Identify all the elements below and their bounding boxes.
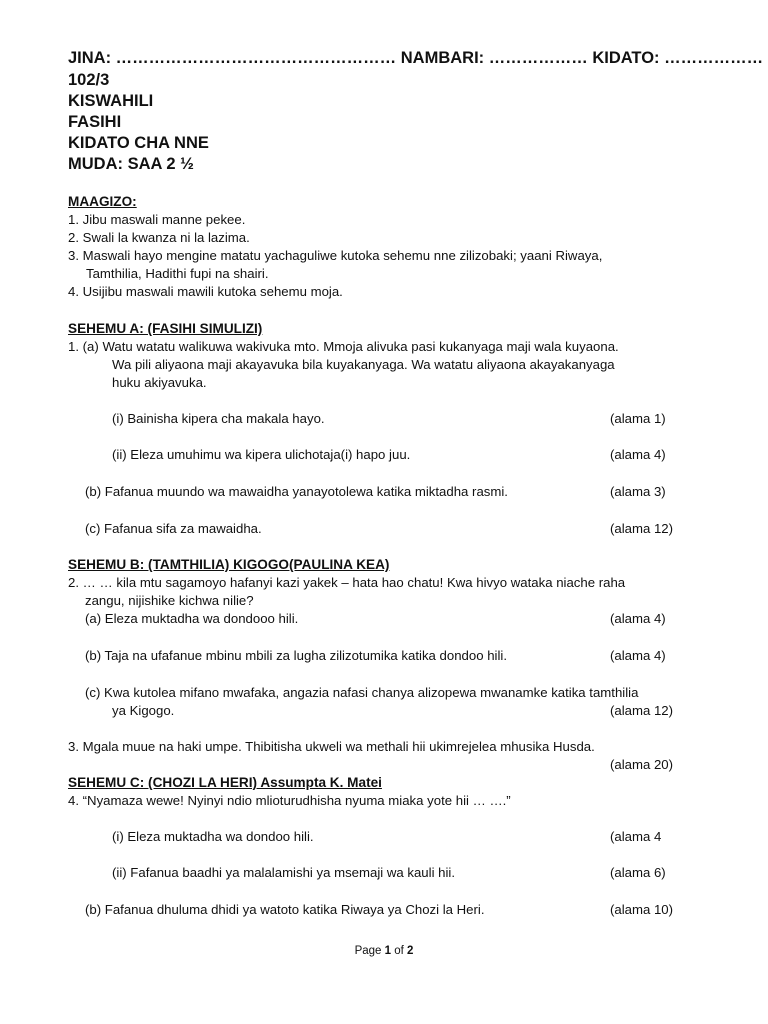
question-1a-ii: (ii) Eleza umuhimu wa kipera ulichotaja(i) hapo juu. [112, 447, 411, 462]
question-1a-text-continued: huku akiyavuka. [112, 375, 207, 390]
paper-code: 102/3 [68, 71, 110, 89]
instruction-item: 2. Swali la kwanza ni la lazima. [68, 230, 250, 245]
question-3: 3. Mgala muue na haki umpe. Thibitisha ukweli wa methali hii ukimrejelea mhusika Husda. [68, 739, 595, 754]
question-4-quote: 4. “Nyamaza wewe! Nyinyi ndio mlioturudhisha nyuma miaka yote hii … ….” [68, 793, 511, 808]
instructions-heading: MAAGIZO: [68, 194, 137, 209]
marks-label: (alama 4 [610, 829, 662, 844]
paper-title: FASIHI [68, 113, 122, 131]
marks-label: (alama 4) [610, 611, 666, 626]
marks-label: (alama 12) [610, 703, 674, 718]
marks-label: (alama 4) [610, 648, 666, 663]
marks-label: (alama 4) [610, 447, 666, 462]
marks-label: (alama 20) [610, 757, 674, 772]
marks-label: (alama 3) [610, 484, 666, 499]
instruction-item: 1. Jibu maswali manne pekee. [68, 212, 246, 227]
page-word: Page [354, 945, 382, 957]
question-2-quote: 2. … … kila mtu sagamoyo hafanyi kazi yakek – hata hao chatu! Kwa hivyo wataka niache raha [68, 575, 626, 590]
question-4-i: (i) Eleza muktadha wa dondoo hili. [112, 829, 314, 844]
question-4-ii: (ii) Fafanua baadhi ya malalamishi ya msemaji wa kauli hii. [112, 865, 456, 880]
candidate-details-line: JINA: …………………………………………… NAMBARI: ……………… KIDATO: ……………… [68, 49, 764, 67]
question-2b: (b) Taja na ufafanue mbinu mbili za lugha zilizotumika katika dondoo hili. [85, 648, 507, 663]
question-1a-i: (i) Bainisha kipera cha makala hayo. [112, 411, 325, 426]
of-word: of [394, 945, 404, 957]
page-total: 2 [407, 945, 414, 957]
section-c-heading: SEHEMU C: (CHOZI LA HERI) Assumpta K. Matei [68, 775, 382, 790]
question-4b: (b) Fafanua dhuluma dhidi ya watoto katika Riwaya ya Chozi la Heri. [85, 902, 485, 917]
marks-label: (alama 12) [610, 521, 674, 536]
marks-label: (alama 1) [610, 411, 666, 426]
instruction-item: 3. Maswali hayo mengine matatu yachaguliwe kutoka sehemu nne zilizobaki; yaani Riwaya, [68, 248, 603, 263]
exam-duration: MUDA: SAA 2 ½ [68, 155, 194, 173]
question-2a: (a) Eleza muktadha wa dondooo hili. [85, 611, 299, 626]
instruction-item-continued: Tamthilia, Hadithi fupi na shairi. [86, 266, 269, 281]
question-2c-continued: ya Kigogo. [112, 703, 175, 718]
subject-title: KISWAHILI [68, 92, 154, 110]
marks-label: (alama 10) [610, 902, 674, 917]
section-a-heading: SEHEMU A: (FASIHI SIMULIZI) [68, 321, 263, 336]
marks-label: (alama 6) [610, 865, 666, 880]
question-1a-text-continued: Wa pili aliyaona maji akayavuka bila kuyakanyaga. Wa watatu aliyaona akayakanyaga [112, 357, 615, 372]
question-1c: (c) Fafanua sifa za mawaidha. [85, 521, 262, 536]
question-1a-text: 1. (a) Watu watatu walikuwa wakivuka mto. Mmoja alivuka pasi kukanyaga maji wala kuyaona. [68, 339, 619, 354]
question-2-quote-continued: zangu, nijishike kichwa nilie? [85, 593, 254, 608]
page-footer [0, 944, 768, 958]
question-1b: (b) Fafanua muundo wa mawaidha yanayotolewa katika miktadha rasmi. [85, 484, 508, 499]
question-2c: (c) Kwa kutolea mifano mwafaka, angazia nafasi chanya alizopewa mwanamke katika tamthilia [85, 685, 639, 700]
form-level: KIDATO CHA NNE [68, 134, 209, 152]
instruction-item: 4. Usijibu maswali mawili kutoka sehemu moja. [68, 284, 343, 299]
section-b-heading: SEHEMU B: (TAMTHILIA) KIGOGO(PAULINA KEA) [68, 557, 390, 572]
page-number: 1 [384, 945, 392, 957]
